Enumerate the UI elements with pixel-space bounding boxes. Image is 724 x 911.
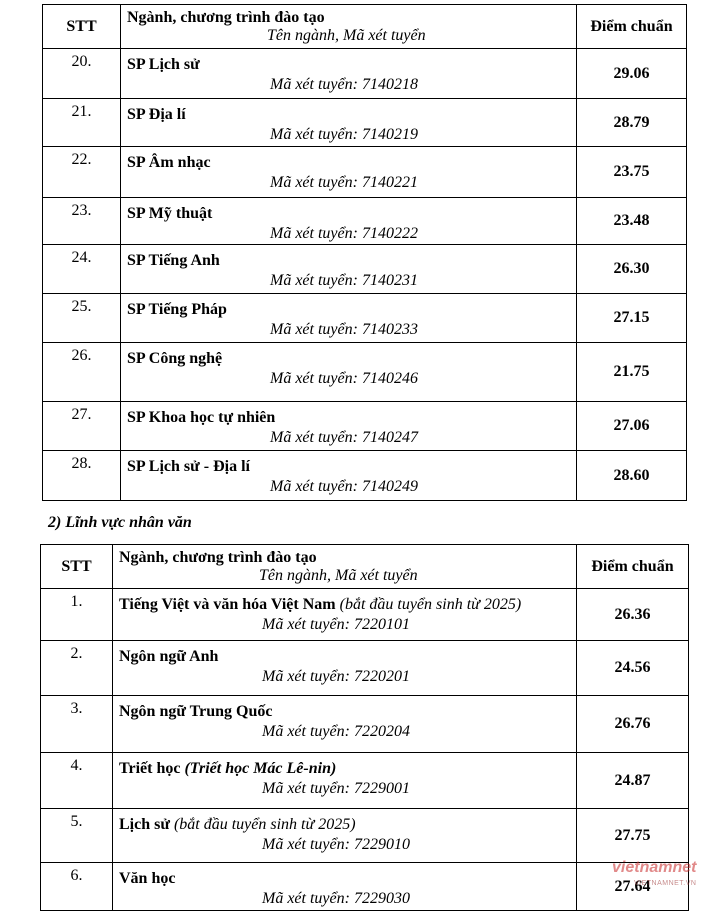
- row-score: 26.76: [577, 696, 689, 753]
- major-code: Mã xét tuyển: 7229030: [262, 890, 410, 907]
- header-major: [121, 5, 577, 49]
- table-row: [41, 696, 689, 753]
- table-row: [43, 343, 687, 402]
- header-major-subtitle: Tên ngành, Mã xét tuyển: [259, 567, 418, 584]
- row-score: 28.79: [577, 99, 687, 147]
- major-code: Mã xét tuyển: 7220201: [262, 668, 410, 685]
- table-row: [41, 809, 689, 863]
- major-note: (bắt đầu tuyển sinh từ 2025): [173, 816, 356, 833]
- header-score: Điểm chuẩn: [577, 545, 689, 589]
- major-name: SP Khoa học tự nhiên: [127, 409, 276, 426]
- major-name-line: [127, 105, 576, 125]
- row-score: 23.75: [577, 147, 687, 198]
- major-name-line: [127, 251, 576, 271]
- row-stt: 23.: [43, 198, 121, 245]
- row-major: [121, 198, 577, 245]
- major-name: SP Mỹ thuật: [127, 205, 213, 222]
- major-name-line: [127, 349, 576, 369]
- major-note: (bắt đầu tuyển sinh từ 2025): [339, 596, 522, 613]
- row-stt: 3.: [41, 696, 113, 753]
- row-stt: 5.: [41, 809, 113, 863]
- row-stt: 27.: [43, 402, 121, 451]
- major-name-line: [127, 204, 576, 224]
- major-name-line: [119, 759, 576, 779]
- row-major: [113, 753, 577, 809]
- major-code: Mã xét tuyển: 7220204: [262, 723, 410, 740]
- row-score: 26.36: [577, 589, 689, 641]
- major-name-line: [119, 869, 576, 889]
- major-name: Tiếng Việt và văn hóa Việt Nam: [119, 596, 336, 613]
- row-score: 29.06: [577, 49, 687, 99]
- table-row: [43, 451, 687, 501]
- major-code: Mã xét tuyển: 7220101: [262, 616, 410, 633]
- row-stt: 28.: [43, 451, 121, 501]
- watermark-brand: vietnamnet: [612, 859, 697, 876]
- table-row: [43, 147, 687, 198]
- admission-table-1: [42, 4, 687, 501]
- row-major: [113, 696, 577, 753]
- major-name-line: [119, 595, 576, 615]
- header-major: [113, 545, 577, 589]
- row-score: 27.15: [577, 294, 687, 343]
- major-name-line: [127, 153, 576, 173]
- row-major: [121, 402, 577, 451]
- major-name-line: [127, 408, 576, 428]
- row-score: 23.48: [577, 198, 687, 245]
- vietnamnet-watermark-logo: [612, 860, 696, 892]
- major-name-line: [127, 457, 576, 477]
- table-row: [43, 49, 687, 99]
- major-code: Mã xét tuyển: 7140221: [270, 174, 418, 191]
- major-name: Ngôn ngữ Trung Quốc: [119, 703, 273, 720]
- major-code: Mã xét tuyển: 7140246: [270, 370, 418, 387]
- major-code: Mã xét tuyển: 7140222: [270, 225, 418, 242]
- row-stt: 2.: [41, 641, 113, 696]
- header-major-title: Ngành, chương trình đào tạo: [127, 9, 325, 26]
- major-name-line: [127, 55, 576, 75]
- major-name-line: [119, 815, 576, 835]
- row-score: 24.87: [577, 753, 689, 809]
- table-row: [43, 402, 687, 451]
- major-code: Mã xét tuyển: 7140233: [270, 321, 418, 338]
- row-major: [121, 245, 577, 294]
- major-name: Lịch sử: [119, 816, 170, 833]
- row-major: [121, 49, 577, 99]
- row-major: [113, 863, 577, 911]
- row-score: 27.75: [577, 809, 689, 863]
- row-major: [121, 343, 577, 402]
- row-score: 27.06: [577, 402, 687, 451]
- major-name: SP Tiếng Anh: [127, 252, 220, 269]
- major-name: Văn học: [119, 870, 176, 887]
- major-name: SP Địa lí: [127, 106, 186, 123]
- major-name-line: [127, 300, 576, 320]
- row-score: 28.60: [577, 451, 687, 501]
- table-row: [41, 589, 689, 641]
- row-major: [113, 641, 577, 696]
- row-stt: 20.: [43, 49, 121, 99]
- major-code: Mã xét tuyển: 7140231: [270, 272, 418, 289]
- header-score: Điểm chuẩn: [577, 5, 687, 49]
- major-code: Mã xét tuyển: 7140247: [270, 429, 418, 446]
- row-stt: 1.: [41, 589, 113, 641]
- major-code: Mã xét tuyển: 7140219: [270, 126, 418, 143]
- row-stt: 21.: [43, 99, 121, 147]
- table-row: [41, 641, 689, 696]
- admission-table-2: [40, 544, 689, 911]
- row-score: 24.56: [577, 641, 689, 696]
- row-stt: 4.: [41, 753, 113, 809]
- header-major-title: Ngành, chương trình đào tạo: [119, 549, 317, 566]
- major-name: SP Lịch sử: [127, 56, 200, 73]
- row-major: [113, 809, 577, 863]
- row-major: [121, 99, 577, 147]
- table-row: [41, 753, 689, 809]
- table-row: [41, 863, 689, 911]
- major-name: SP Công nghệ: [127, 350, 223, 367]
- row-score: 21.75: [577, 343, 687, 402]
- major-name-line: [119, 647, 576, 667]
- section-title: 2) Lĩnh vực nhân văn: [48, 514, 192, 531]
- header-stt: STT: [41, 545, 113, 589]
- major-name-line: [119, 702, 576, 722]
- row-stt: 22.: [43, 147, 121, 198]
- watermark-sub: VIETNAMNET.VN: [633, 880, 697, 887]
- row-stt: 26.: [43, 343, 121, 402]
- row-major: [121, 147, 577, 198]
- row-stt: 25.: [43, 294, 121, 343]
- major-code: Mã xét tuyển: 7140249: [270, 478, 418, 495]
- row-score: 27.64: [577, 863, 689, 911]
- table-row: [43, 99, 687, 147]
- table-row: [43, 198, 687, 245]
- major-name: Ngôn ngữ Anh: [119, 648, 219, 665]
- major-name: SP Tiếng Pháp: [127, 301, 227, 318]
- row-stt: 24.: [43, 245, 121, 294]
- major-code: Mã xét tuyển: 7229010: [262, 836, 410, 853]
- row-score: 26.30: [577, 245, 687, 294]
- row-major: [121, 451, 577, 501]
- major-code: Mã xét tuyển: 7140218: [270, 76, 418, 93]
- major-name: Triết học: [119, 760, 181, 777]
- row-major: [121, 294, 577, 343]
- major-name: SP Âm nhạc: [127, 154, 211, 171]
- major-note: (Triết học Mác Lê-nin): [184, 760, 337, 777]
- header-stt: STT: [43, 5, 121, 49]
- row-major: [113, 589, 577, 641]
- major-name: SP Lịch sử - Địa lí: [127, 458, 250, 475]
- header-major-subtitle: Tên ngành, Mã xét tuyển: [267, 27, 426, 44]
- table-row: [43, 294, 687, 343]
- row-stt: 6.: [41, 863, 113, 911]
- table-row: [43, 245, 687, 294]
- major-code: Mã xét tuyển: 7229001: [262, 780, 410, 797]
